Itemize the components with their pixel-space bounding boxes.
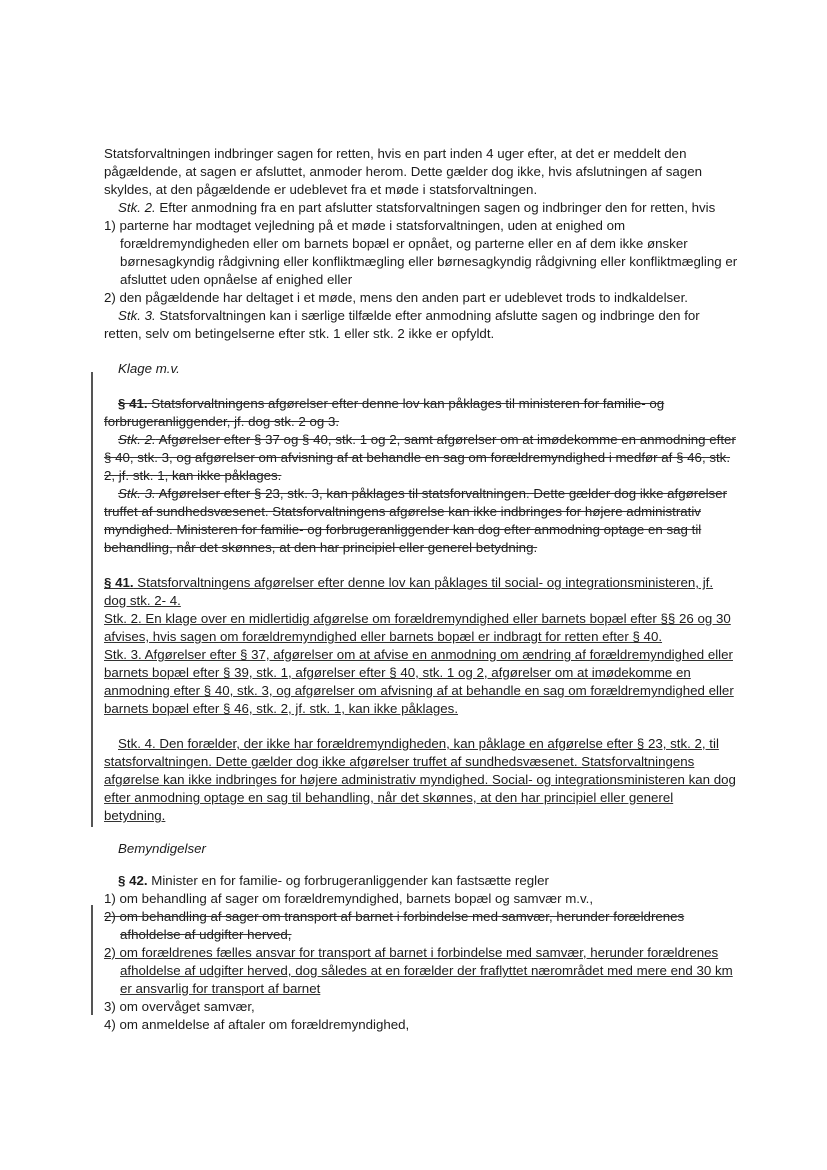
deleted-text bbox=[118, 395, 664, 413]
body-text: pågældende, at sagen er afsluttet, anmoder herom. Dette gælder dog ikke, hvis afslutningen af sagen bbox=[104, 164, 702, 179]
body-text: retten, selv om betingelserne efter stk. 1 eller stk. 2 ikke er opfyldt. bbox=[104, 326, 495, 341]
body-text: Afgørelser efter § 23, stk. 3, kan påklages til statsforvaltningen. Dette gælder dog ikke afgørelser bbox=[155, 486, 728, 501]
inserted-text: afholdelse af udgifter herved, dog således at en forælder der fraflyttet nærområdet med mere end 30 km bbox=[120, 963, 733, 978]
inserted-text: Stk. 4. Den forælder, der ikke har forældremyndigheden, kan påklage en afgørelse efter § 23, stk. 2, til bbox=[118, 736, 719, 751]
section-42-intro bbox=[118, 872, 549, 890]
change-bar bbox=[91, 905, 93, 1015]
section-label: § 41. bbox=[118, 396, 148, 411]
section-label: § 41. bbox=[104, 575, 134, 590]
inserted-text: afgørelse kan ikke indbringes for højere administrativ myndighed. Social- og integrationsministeren kan dog bbox=[104, 772, 736, 787]
stk-label: Stk. 3. bbox=[118, 486, 156, 501]
deleted-text bbox=[118, 485, 727, 503]
deleted-text: § 40, stk. 3, og afgørelser om afvisning af at behandle en sag om forældremyndighed i medfør af § 46, stk. bbox=[104, 450, 731, 465]
body-text: Minister en for familie- og forbrugeranliggender kan fastsætte regler bbox=[147, 873, 549, 888]
stk-label: Stk. 2. bbox=[118, 432, 156, 447]
body-text: Statsforvaltningen indbringer sagen for retten, hvis en part inden 4 uger efter, at det er meddelt den bbox=[104, 146, 687, 161]
body-text: Statsforvaltningens afgørelser efter denne lov kan påklages til ministeren for familie- og bbox=[147, 396, 665, 411]
inserted-text: 2) om forældrenes fælles ansvar for transport af barnet i forbindelse med samvær, herunder forældrenes bbox=[104, 945, 719, 960]
section-heading: Klage m.v. bbox=[118, 361, 180, 376]
body-text: Statsforvaltningens afgørelser efter denne lov kan påklages til social- og integrationsministeren, jf. bbox=[133, 575, 714, 590]
inserted-text: Stk. 2. En klage over en midlertidig afgørelse om forældremyndighed eller barnets bopæl efter §§ 26 og 30 bbox=[104, 611, 731, 626]
list-item: 2) den pågældende har deltaget i et møde, mens den anden part er udeblevet trods to indkaldelser. bbox=[104, 290, 688, 305]
deleted-text: forbrugeranliggender, jf. dog stk. 2 og 3. bbox=[104, 414, 340, 429]
body-text: Efter anmodning fra en part afslutter statsforvaltningen sagen og indbringer den for retten, hvis bbox=[155, 200, 716, 215]
section-label: § 42. bbox=[118, 873, 148, 888]
body-text: skyldes, at den pågældende er udeblevet fra et møde i statsforvaltningen. bbox=[104, 182, 538, 197]
inserted-text: Stk. 3. Afgørelser efter § 37, afgørelser om at afvise en anmodning om ændring af forældremyndighed eller bbox=[104, 647, 733, 662]
section-heading: Bemyndigelser bbox=[118, 841, 206, 856]
list-item: 3) om overvåget samvær, bbox=[104, 999, 255, 1014]
list-item: 1) parterne har modtaget vejledning på et møde i statsforvaltningen, uden at enighed om bbox=[104, 218, 626, 233]
deleted-text: truffet af sundhedsvæsenet. Statsforvaltningens afgørelse kan ikke indbringes for højere administrativ bbox=[104, 504, 701, 519]
inserted-text: afvises, hvis sagen om forældremyndighed eller barnets bopæl er indbragt for retten efter § 40. bbox=[104, 629, 663, 644]
inserted-text: barnets bopæl efter § 39, stk. 1, afgørelser efter § 40, stk. 1 og 2, afgørelser om at imødekomme en bbox=[104, 665, 691, 680]
inserted-text: statsforvaltningen. Dette gælder dog ikke afgørelser truffet af sundhedsvæsenet. Statsforvaltningens bbox=[104, 754, 695, 769]
body-text: Afgørelser efter § 37 og § 40, stk. 1 og 2, samt afgørelser om at imødekomme en anmodning efter bbox=[155, 432, 736, 447]
inserted-text: er ansvarlig for transport af barnet bbox=[120, 981, 321, 996]
deleted-text: behandling, når det skønnes, at den har principiel eller generel betydning. bbox=[104, 540, 538, 555]
change-bar bbox=[91, 372, 93, 827]
inserted-text: anmodning efter § 40, stk. 3, og afgørelser om afvisning af at behandle en sag om forældremyndighed eller bbox=[104, 683, 734, 698]
body-text: afsluttet uden opnåelse af enighed eller bbox=[120, 272, 353, 287]
stk-label: Stk. 3. bbox=[118, 308, 156, 323]
list-item: 1) om behandling af sager om forældremyndighed, barnets bopæl og samvær m.v., bbox=[104, 891, 594, 906]
deleted-text: myndighed. Ministeren for familie- og forbrugeranliggender kan dog efter anmodning optage en sag til bbox=[104, 522, 702, 537]
inserted-text: dog stk. 2- 4. bbox=[104, 593, 181, 608]
deleted-text: 2, jf. stk. 1, kan ikke påklages. bbox=[104, 468, 282, 483]
deleted-text: afholdelse af udgifter herved, bbox=[120, 927, 292, 942]
inserted-text: betydning. bbox=[104, 808, 166, 823]
deleted-text bbox=[118, 431, 736, 449]
list-item: 4) om anmeldelse af aftaler om forældremyndighed, bbox=[104, 1017, 410, 1032]
stk3-line bbox=[118, 307, 700, 325]
body-text: børnesagkyndig rådgivning eller konfliktmægling eller børnesagkyndig rådgivning eller konfliktmægling er bbox=[120, 254, 738, 269]
inserted-text: efter anmodning optage en sag til behandling, når det skønnes, at den har principiel eller generel bbox=[104, 790, 674, 805]
inserted-text: barnets bopæl efter § 46, stk. 2, jf. stk. 1, kan ikke påklages. bbox=[104, 701, 459, 716]
body-text: Statsforvaltningen kan i særlige tilfælde efter anmodning afslutte sagen og indbringe den for bbox=[155, 308, 700, 323]
inserted-text bbox=[104, 574, 713, 592]
stk-label: Stk. 2. bbox=[118, 200, 156, 215]
deleted-text: 2) om behandling af sager om transport af barnet i forbindelse med samvær, herunder forældrenes bbox=[104, 909, 685, 924]
stk2-line bbox=[118, 199, 715, 217]
body-text: forældremyndigheden eller om barnets bopæl er opnået, og parterne eller en af dem ikke ønsker bbox=[120, 236, 688, 251]
